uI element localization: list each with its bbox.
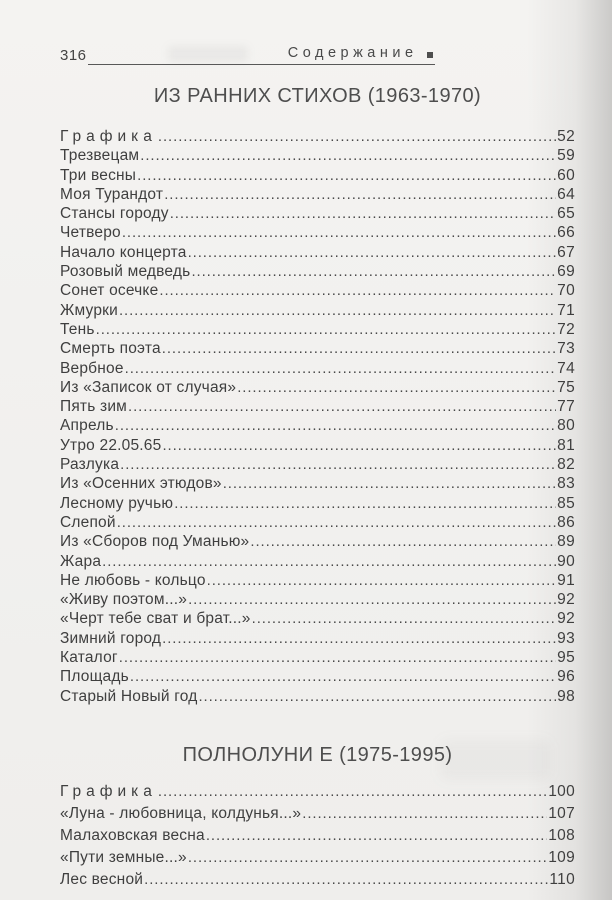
toc-entry-page: 73 [557, 340, 575, 358]
toc-entry-page: 90 [557, 552, 575, 570]
dot-leader [117, 514, 556, 532]
toc-entry-title: Малаховская весна [60, 826, 205, 844]
toc-entry-title: Из «Записок от случая» [60, 378, 237, 396]
toc-entry-title: Из «Сборов под Уманью» [60, 533, 250, 551]
toc-entry-page: 72 [557, 320, 575, 338]
dot-leader [223, 475, 556, 493]
toc-entry-page: 60 [557, 166, 575, 184]
toc-entry-title: Смерть поэта [60, 340, 161, 358]
dot-leader [96, 321, 557, 339]
toc-entry-page: 89 [557, 533, 575, 551]
dot-leader [144, 871, 548, 889]
toc-entry-page: 74 [557, 359, 575, 377]
dot-leader [119, 649, 556, 667]
toc-entry-page: 108 [548, 826, 575, 844]
toc-entry-title: Тень [60, 320, 95, 338]
toc-entry-title: Четверо [60, 224, 121, 242]
toc-entry-page: 82 [557, 456, 575, 474]
toc-entry-title: «Пути земные...» [60, 848, 187, 866]
page-number: 316 [60, 47, 87, 64]
dot-leader [158, 783, 547, 801]
toc-entry-page: 85 [557, 494, 575, 512]
toc-entry-title: «Луна - любовница, колдунья...» [60, 804, 302, 822]
toc-entry-title: Графика [60, 128, 157, 145]
toc-entry-title: Лес весной [60, 870, 144, 888]
toc-entry-page: 92 [557, 610, 575, 628]
toc-entry [60, 128, 575, 147]
dot-leader [174, 495, 556, 513]
toc-entry [60, 417, 575, 436]
toc-entry-page: 69 [557, 263, 575, 281]
toc-entry-title: Из «Осенних этюдов» [60, 475, 222, 493]
toc-entry-page: 70 [557, 282, 575, 300]
toc-entry-page: 110 [549, 870, 575, 888]
toc-entry [60, 610, 575, 629]
toc-entry-page: 109 [548, 848, 575, 866]
toc-entry-page: 92 [557, 591, 575, 609]
toc-entry-title: Начало концерта [60, 243, 187, 261]
toc-entry [60, 456, 575, 475]
dot-leader [302, 805, 547, 823]
dot-leader [206, 827, 547, 845]
dot-leader [137, 167, 556, 185]
toc-entry-title: Жара [60, 552, 102, 570]
toc-section [60, 84, 575, 707]
dot-leader [191, 263, 556, 281]
toc-entry [60, 244, 575, 263]
toc-entry [60, 827, 575, 849]
toc-entry-list [60, 783, 575, 893]
dot-leader [158, 128, 556, 146]
toc-entry [60, 553, 575, 572]
toc-entry-list [60, 128, 575, 707]
toc-entry-page: 65 [557, 205, 575, 223]
toc-entry-title: Площадь [60, 668, 129, 686]
toc-entry [60, 514, 575, 533]
toc-entry-title: Моя Турандот [60, 185, 164, 203]
toc-entry-page: 83 [557, 475, 575, 493]
toc-entry [60, 147, 575, 166]
toc-entry-title: Трезвецам [60, 147, 140, 165]
dot-leader [159, 282, 556, 300]
toc-entry-page: 81 [557, 436, 575, 454]
toc-entry [60, 263, 575, 282]
toc-entry [60, 340, 575, 359]
toc-entry-title: Слепой [60, 513, 116, 531]
dot-leader [122, 224, 556, 242]
toc-entry-page: 75 [557, 378, 575, 396]
toc-entry [60, 224, 575, 243]
toc-entry [60, 668, 575, 687]
header-title: Содержание [287, 45, 418, 61]
toc-entry-title: Графика [60, 782, 157, 800]
dot-leader [250, 533, 556, 551]
section-heading: ИЗ РАННИХ СТИХОВ (1963-1970) [153, 85, 482, 107]
dot-leader [102, 553, 556, 571]
dot-leader [164, 186, 556, 204]
toc-entry-page: 96 [557, 668, 575, 686]
toc-entry-page: 71 [557, 301, 575, 319]
dot-leader [162, 630, 556, 648]
toc-entry [60, 186, 575, 205]
toc-entry [60, 533, 575, 552]
dot-leader [170, 205, 556, 223]
toc-entry-page: 100 [548, 782, 575, 800]
toc-entry-title: Апрель [60, 417, 114, 435]
toc-entry-title: «Черт тебе сват и брат...» [60, 610, 251, 628]
toc-entry-title: Зимний город [60, 629, 162, 647]
toc-entry-title: Стансы городу [60, 205, 169, 223]
toc-entry-title: Сонет осечке [60, 282, 159, 300]
toc-entry [60, 398, 575, 417]
toc-entry [60, 321, 575, 340]
dot-leader [188, 849, 547, 867]
toc-entry [60, 805, 575, 827]
toc-entry-page: 98 [557, 687, 575, 705]
toc-section [60, 743, 575, 893]
toc-entry [60, 849, 575, 871]
dot-leader [115, 417, 556, 435]
toc-entry [60, 437, 575, 456]
dot-leader [119, 302, 556, 320]
dot-leader [128, 398, 556, 416]
toc-entry-page: 93 [557, 629, 575, 647]
toc-entry [60, 649, 575, 668]
toc-entry [60, 282, 575, 301]
dot-leader [162, 437, 556, 455]
toc-entry-page: 80 [557, 417, 575, 435]
dot-leader [188, 591, 556, 609]
toc-entry-title: Старый Новый год [60, 687, 198, 705]
dot-leader [198, 688, 556, 706]
dot-leader [252, 610, 557, 628]
toc-entry-page: 107 [548, 804, 575, 822]
dot-leader [207, 572, 557, 590]
toc-entry [60, 360, 575, 379]
toc-entry-title: Лесному ручью [60, 494, 174, 512]
toc-entry-title: Разлука [60, 456, 120, 474]
toc-entry [60, 572, 575, 591]
toc-sections [60, 0, 575, 893]
toc-entry [60, 688, 575, 707]
toc-entry [60, 630, 575, 649]
toc-entry [60, 495, 575, 514]
toc-entry-title: Жмурки [60, 301, 118, 319]
toc-entry-title: Не любовь - кольцо [60, 571, 206, 589]
toc-entry-page: 66 [557, 224, 575, 242]
toc-entry [60, 302, 575, 321]
toc-entry-title: Розовый медведь [60, 263, 191, 281]
toc-entry [60, 205, 575, 224]
dot-leader [237, 379, 556, 397]
toc-entry [60, 871, 575, 893]
toc-entry-title: Пять зим [60, 398, 128, 416]
dot-leader [188, 244, 557, 262]
toc-entry-title: Каталог [60, 649, 118, 667]
toc-entry-title: Три весны [60, 166, 137, 184]
toc-entry [60, 783, 575, 805]
section-heading: ПОЛНОЛУНИ Е (1975-1995) [182, 743, 453, 766]
dot-leader [120, 456, 556, 474]
toc-entry [60, 475, 575, 494]
dot-leader [125, 360, 556, 378]
toc-entry-page: 95 [557, 649, 575, 667]
toc-entry-page: 77 [557, 398, 575, 416]
dot-leader [140, 147, 556, 165]
toc-entry-page: 52 [557, 128, 575, 145]
toc-entry [60, 379, 575, 398]
toc-entry-title: Вербное [60, 359, 124, 377]
toc-entry-title: Утро 22.05.65 [60, 436, 162, 454]
toc-entry [60, 167, 575, 186]
dot-leader [130, 668, 556, 686]
toc-entry-page: 64 [557, 185, 575, 203]
toc-entry-page: 91 [557, 571, 575, 589]
toc-entry-page: 86 [557, 513, 575, 531]
toc-entry-page: 67 [557, 243, 575, 261]
dot-leader [162, 340, 556, 358]
toc-entry [60, 591, 575, 610]
toc-entry-title: «Живу поэтом...» [60, 591, 188, 609]
toc-entry-page: 59 [557, 147, 575, 165]
